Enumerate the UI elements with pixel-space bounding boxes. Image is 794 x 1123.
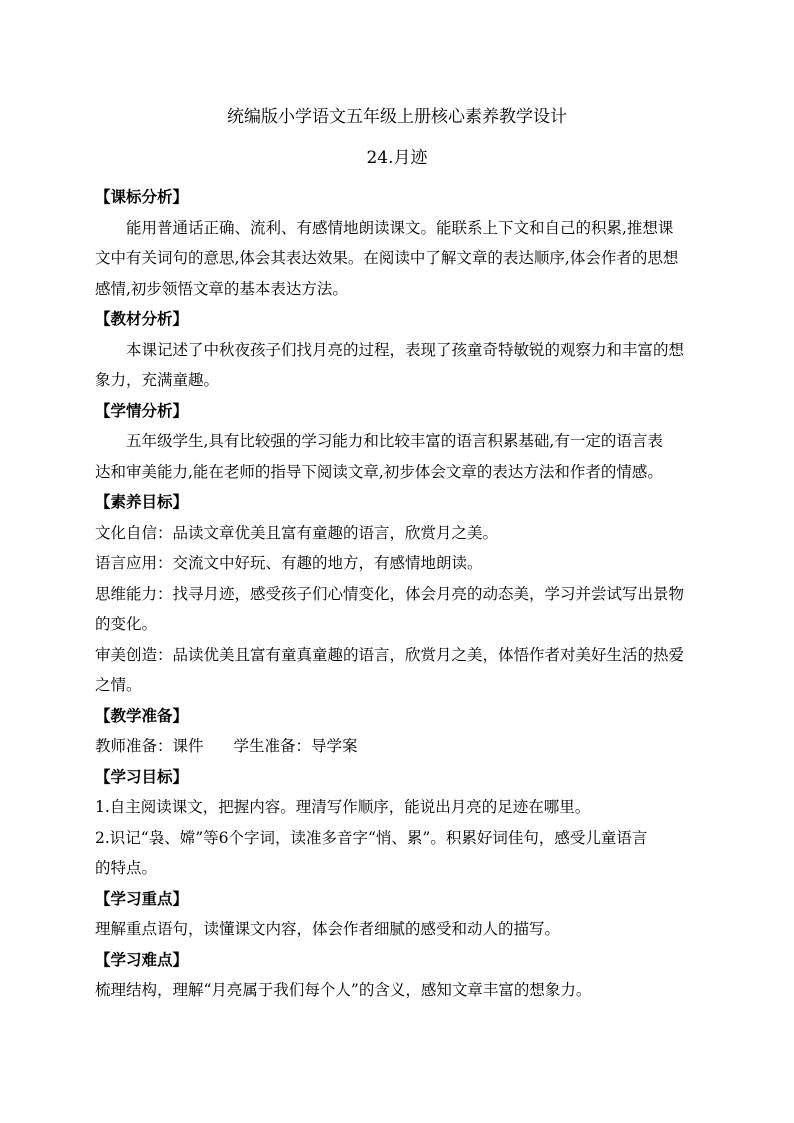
preparation-line: [95, 731, 699, 762]
section-heading-difficulties: 【学习难点】: [95, 949, 189, 969]
paragraph-line: 感情,初步领悟文章的基本表达方法。: [95, 279, 348, 298]
section-heading-key-points: 【学习重点】: [95, 888, 189, 908]
paragraph-line: 五年级学生,具有比较强的学习能力和比较丰富的语言积累基础,有一定的语言表: [126, 432, 663, 450]
teacher-preparation: 教师准备：课件: [95, 737, 204, 755]
paragraph-line: 能用普通话正确、流利、有感情地朗读课文。能联系上下文和自己的积累,推想课: [126, 218, 674, 237]
document-title: 统编版小学语文五年级上册核心素养教学设计: [227, 107, 567, 127]
student-preparation: 学生准备：导学案: [233, 737, 358, 755]
goal-line: 之情。: [95, 676, 142, 694]
lesson-title: 24.月迹: [366, 148, 428, 168]
goal-line: 语言应用：交流文中好玩、有趣的地方，有感情地朗读。: [95, 554, 483, 572]
goal-line: 审美创造：品读优美且富有童真童趣的语言，欣赏月之美，体悟作者对美好生活的热爱: [95, 645, 685, 664]
objective-line: 的特点。: [95, 859, 158, 877]
difficulty-line: 梳理结构，理解“月亮属于我们每个人”的含义，感知文章丰富的想象力。: [95, 981, 592, 999]
goal-line: 文化自信：品读文章优美且富有童趣的语言，欣赏月之美。: [95, 523, 499, 542]
section-heading-textbook: 【教材分析】: [95, 309, 189, 328]
paragraph-line: 本课记述了中秋夜孩子们找月亮的过程，表现了孩童奇特敏锐的观察力和丰富的想: [126, 340, 685, 359]
section-heading-learners: 【学情分析】: [95, 400, 189, 420]
section-heading-preparation: 【教学准备】: [95, 705, 189, 725]
goal-line: 思维能力：找寻月迹，感受孩子们心情变化，体会月亮的动态美，学习并尝试写出景物: [95, 584, 685, 603]
section-heading-learning-goals: 【学习目标】: [95, 766, 189, 786]
section-heading-curriculum: 【课标分析】: [95, 187, 189, 206]
paragraph-line: 文中有关词句的意思,体会其表达效果。在阅读中了解文章的表达顺序,体会作者的思想: [95, 249, 679, 267]
key-point-line: 理解重点语句，读懂课文内容，体会作者细腻的感受和动人的描写。: [95, 920, 561, 938]
paragraph-line: 达和审美能力,能在老师的指导下阅读文章,初步体会文章的表达方法和作者的情感。: [95, 462, 663, 481]
objective-line: 2.识记“袅、嫦”等6个字词，读准多音字“悄、累”。积累好词佳句，感受儿童语言: [95, 828, 648, 847]
paragraph-line: 象力，充满童趣。: [95, 371, 220, 389]
document-body: [95, 182, 699, 1006]
section-heading-literacy-goals: 【素养目标】: [95, 492, 189, 511]
goal-line: 的变化。: [95, 615, 158, 633]
objective-line: 1.自主阅读课文，把握内容。理清写作顺序，能说出月亮的足迹在哪里。: [95, 798, 591, 816]
